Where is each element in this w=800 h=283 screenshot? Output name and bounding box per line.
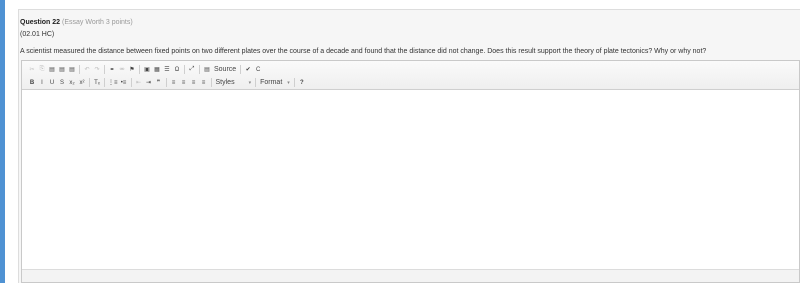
- toolbar-separator: [89, 78, 90, 87]
- question-worth: (Essay Worth 3 points): [62, 19, 133, 26]
- bold-icon[interactable]: B: [29, 79, 35, 86]
- editor-toolbar: [22, 61, 799, 90]
- unlink-icon[interactable]: ⚮: [119, 67, 125, 73]
- toolbar-separator: [240, 65, 241, 74]
- indent-icon[interactable]: ⇥: [146, 80, 152, 86]
- spellcheck-icon[interactable]: ✔: [245, 67, 251, 73]
- undo-icon[interactable]: ↶: [84, 67, 90, 73]
- essay-input[interactable]: [22, 90, 799, 270]
- blockquote-icon[interactable]: ❞: [156, 80, 161, 86]
- chevron-down-icon: ▾: [248, 79, 252, 86]
- help-icon[interactable]: ?: [299, 79, 304, 86]
- source-button[interactable]: Source: [214, 66, 237, 73]
- horizontal-line-icon[interactable]: ☰: [164, 67, 170, 73]
- question-header: [20, 19, 133, 26]
- toolbar-separator: [211, 78, 212, 87]
- page-gutter: [5, 0, 18, 283]
- styles-dropdown[interactable]: [214, 77, 254, 88]
- question-text: A scientist measured the distance between fixed points on two different plates over the course of a decade and found that the distance did not change. Does this result support the theory of plate tectonics? Why or why not?: [20, 48, 707, 55]
- align-right-icon[interactable]: ≡: [191, 79, 196, 86]
- anchor-icon[interactable]: ⚑: [129, 67, 135, 73]
- paste-text-icon[interactable]: ▤: [59, 67, 65, 73]
- editor-status-bar: [22, 269, 799, 282]
- source-icon[interactable]: ▤: [204, 67, 210, 73]
- special-char-icon[interactable]: Ω: [174, 66, 180, 73]
- toolbar-separator: [131, 78, 132, 87]
- subscript-icon[interactable]: x₂: [69, 79, 75, 86]
- align-justify-icon[interactable]: ≡: [201, 79, 206, 86]
- essay-editor: [21, 60, 800, 283]
- numbered-list-icon[interactable]: ⋮≡: [108, 80, 118, 86]
- toolbar-separator: [104, 78, 105, 87]
- toolbar-separator: [104, 65, 105, 74]
- toolbar-separator: [294, 78, 295, 87]
- underline-icon[interactable]: U: [49, 79, 55, 86]
- styles-dropdown-label: Styles: [215, 79, 235, 86]
- question-code: (02.01 HC): [20, 31, 55, 38]
- link-icon[interactable]: ⚭: [109, 67, 115, 73]
- format-dropdown-label: Format: [260, 79, 283, 86]
- outdent-icon[interactable]: ⇤: [136, 80, 142, 86]
- table-icon[interactable]: ▦: [154, 67, 160, 73]
- chevron-down-icon: ▾: [287, 79, 290, 86]
- mathtype-icon[interactable]: C: [256, 66, 261, 73]
- toolbar-separator: [166, 78, 167, 87]
- toolbar-row-1: [27, 64, 263, 75]
- remove-format-icon[interactable]: Tₓ: [94, 79, 100, 86]
- copy-icon[interactable]: ⎘: [39, 66, 45, 72]
- toolbar-separator: [184, 65, 185, 74]
- cut-icon[interactable]: ✂: [29, 67, 35, 73]
- align-center-icon[interactable]: ≡: [181, 79, 186, 86]
- toolbar-row-2: [27, 77, 307, 88]
- align-left-icon[interactable]: ≡: [171, 79, 176, 86]
- redo-icon[interactable]: ↷: [94, 67, 100, 73]
- toolbar-separator: [199, 65, 200, 74]
- question-number: Question 22: [20, 19, 61, 26]
- toolbar-separator: [79, 65, 80, 74]
- superscript-icon[interactable]: x²: [79, 79, 85, 86]
- strike-icon[interactable]: S: [59, 79, 64, 86]
- italic-icon[interactable]: I: [41, 79, 43, 86]
- paste-word-icon[interactable]: ▤: [69, 67, 75, 73]
- toolbar-separator: [139, 65, 140, 74]
- toolbar-separator: [255, 78, 256, 87]
- format-dropdown[interactable]: [258, 77, 292, 88]
- image-icon[interactable]: ▣: [144, 67, 150, 73]
- paste-icon[interactable]: ▤: [49, 67, 55, 73]
- bulleted-list-icon[interactable]: •≡: [120, 79, 127, 86]
- maximize-icon[interactable]: ⤢: [189, 66, 195, 72]
